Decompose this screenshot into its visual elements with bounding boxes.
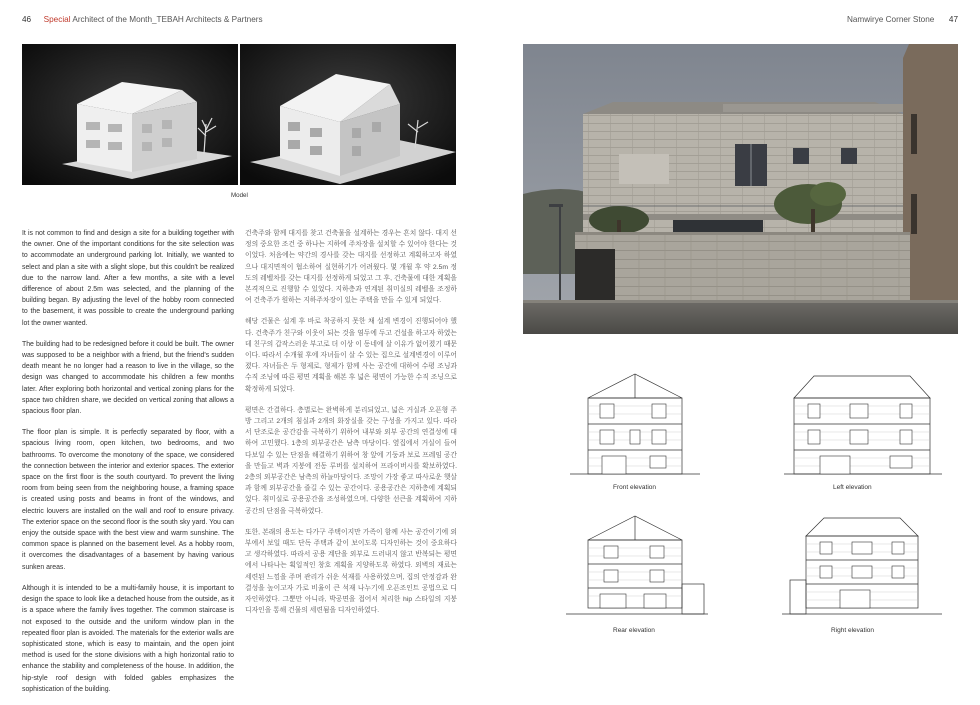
right-elevation-drawing [780, 510, 945, 622]
right-page-header [847, 15, 958, 24]
korean-paragraph: 해당 건물은 설계 후 바로 착공하지 못한 채 설계 변경이 진행되어야 했다. 건축주가 친구와 이웃이 되는 것을 염두에 두고 건설을 하고자 하였는데 친구의 갑작스러운 부고로 더 이상 이 동네에 살 이유가 없어졌기 때문이다. 따라서 수개월 후에 자녀들이 살 수 있는 집으로 설계변경이 이루어졌다. 자녀들은 두 형제로, 형제가 함께 사는 공간에 대하여 수평 조닝과 수직 조닝에 따른 평면 계획을 해본 후 넓은 평면이 가능한 수직 조닝으로 확정하게 되었다. [245, 318, 457, 393]
model-photo-1 [22, 44, 238, 185]
right-page-number: 47 [948, 15, 958, 24]
section-label: Special [43, 15, 71, 24]
english-paragraph: Although it is intended to be a multi-family house, it is important to design the space to look like a detached house from the outside, as it is a space where the family lives together. The common staircase is not exposed to the outside and the uniform window plan in the repeated floor plan is avoided. The materials for the exterior walls are sophisticated stone, which is easy to maintain, and the open joint method is used for the stone divisions with a high horizontal ratio to enhance the stability and completeness of the house. In addition, the hip-style roof design with folded gables emphasizes the sophistication of the building. [22, 584, 234, 693]
model-caption: Model [231, 192, 248, 199]
korean-paragraph: 건축주와 함께 대지를 찾고 건축물을 설계하는 경우는 흔치 않다. 대지 선정의 중요한 조건 중 하나는 지하에 주차장을 설치할 수 있어야 한다는 것이었다. 처음에는 약간의 경사를 갖는 대지를 선정하고 계획하고자 하였으나 대지면적이 협소하여 실현하기가 어려웠다. 몇 개월 후 약 2.5m 정도의 레벨차를 갖는 대지를 선정하게 되었고 그 후, 건축물에 대한 계획을 본격적으로 진행할 수 있었다. 지하층과 연계된 취미실의 레벨을 조정하여 건축주가 원하는 지하주차장이 있는 주택을 만들 수 있게 되었다. [245, 230, 457, 305]
model-photo-2 [240, 44, 456, 185]
section-detail: Architect of the Month_TEBAH Architects & Partners [72, 15, 263, 24]
english-paragraph: It is not common to find and design a site for a building together with the owner. One of the important conditions for the site selection was to accommodate an underground parking lot. Initially, we wanted to select and plan a site with a slight slope, but this couldn't be realized due to the narrow land. After a few months, a site with a level difference of about 2.5m was selected, and the planning of the building began. By adjusting the level of the hobby room connected to the basement, it was possible to create the underground parking lot the owner wanted. [22, 230, 234, 327]
front-elevation-caption: Front elevation [613, 484, 656, 491]
korean-body-column [245, 228, 457, 627]
right-page-title: Namwirye Corner Stone [846, 15, 935, 24]
left-page-number: 46 [22, 15, 32, 24]
korean-paragraph: 평면은 간결하다. 층별로는 완벽하게 분리되었고, 넓은 거실과 오픈형 주방 그리고 2개의 침실과 2개의 화장실을 갖는 구성을 가지고 있다. 따라서 단조로운 공간감을 극복하기 위하여 내부와 외부 공간의 연결성에 대하여 고민했다. 1층의 외부공간은 남측 마당이다. 옆집에서 거실이 들여다보일 수 있는 단점을 해결하기 위하여 창 앞에 기둥과 보로 프레임 공간을 만들고 벽과 지붕에 전동 루버를 설치하여 프라이버시를 확보하였다. 2층의 외부공간은 남측의 하늘마당이다. 조망이 가장 좋고 따사로운 햇살과 함께 외부공간을 즐길 수 있는 공간이다. 공용공간은 지하층에 계획되었다. 취미실로 공용공간을 조성하였으며, 다양한 선큰을 계획하여 지하공간의 단점을 극복하였다. [245, 406, 457, 515]
left-elevation-caption: Left elevation [833, 484, 872, 491]
left-elevation-drawing [780, 368, 945, 483]
front-elevation-drawing [560, 368, 710, 483]
rear-elevation-drawing [560, 510, 710, 622]
english-paragraph: The floor plan is simple. It is perfectly separated by floor, with a spacious living room, open kitchen, two bedrooms, and two bathrooms. To overcome the monotony of the space, we considered the connection between the interior and exterior spaces. The exterior space on the first floor is the south courtyard. To prevent the living room from being seen from the neighboring house, a framing space is created using posts and beams in front of the windows, and electric louvers are installed on the wall and roof to ensure privacy. The exterior space on the second floor is the south sky yard. You can enjoy the outside space with the best view and warm sunshine. The common space is planned on the basement level. As a hobby room, it overcomes the disadvantages of a basement by having various sunken areas. [22, 429, 234, 571]
english-body-column [22, 228, 234, 705]
korean-paragraph: 또한, 본래의 용도는 다가구 주택이지만 가족이 함께 사는 공간이기에 외부에서 보일 때도 단독 주택과 같이 보이도록 디자인하는 것이 중요하다고 생각하였다. 따라서 공용 계단을 외부로 드러내지 않고 반복되는 평면에서 나타나는 획일적인 창호 계획을 지양하도록 하였다. 외벽의 재료는 세련된 느낌을 주며 관리가 쉬운 석재를 사용하였으며, 집의 안정감과 완결성을 높이고자 가로 비율이 큰 석재 나누기에 오픈조인트 공법으로 디자인하였다. 그뿐만 아니라, 박공면을 접어서 처리한 hip 스타일의 지붕 디자인을 통해 건물의 세련됨을 디자인하였다. [245, 528, 457, 615]
rear-elevation-caption: Rear elevation [613, 627, 655, 634]
right-elevation-caption: Right elevation [831, 627, 874, 634]
building-exterior-photo [523, 44, 958, 334]
english-paragraph: The building had to be redesigned before it could be built. The owner was supposed to be a neighbor with a friend, but the friend's sudden death meant he no longer had a reason to live in the village, so the design was changed to accommodate his children a few months later. After exploring both horizontal and vertical zoning plans for the space two children share, we decided on vertical zoning that allows a spacious floor plan. [22, 340, 234, 416]
left-page-header [22, 15, 263, 24]
